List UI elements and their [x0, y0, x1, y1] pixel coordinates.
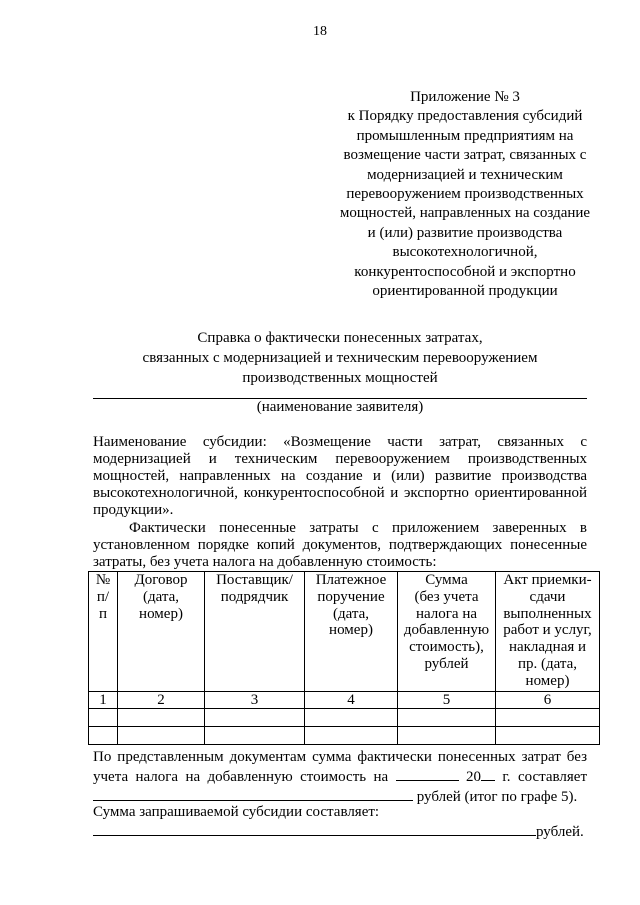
header-cell-contract: Договор (дата, номер): [118, 572, 205, 692]
table-cell[interactable]: [89, 709, 118, 727]
table-row: [89, 727, 600, 745]
header-cell-payment-order: Платежное поручение (дата, номер): [305, 572, 398, 692]
table-row: [89, 709, 600, 727]
reference-title-line: производственных мощностей: [242, 370, 438, 386]
header-cell-number: № п/ п: [89, 572, 118, 692]
subsidy-name-paragraph: Наименование субсидии: «Возмещение части затрат, связанных с модернизацией и техническим перевооружением производственных мощностей, направленных на создание и (или) развитие производства высокотехнологичной, конкурентоспособной и экспортно ориентированной продукции».: [93, 434, 587, 518]
appendix-line: возмещение части затрат, связанных с: [343, 147, 587, 164]
column-number-cell: 6: [496, 692, 600, 709]
column-number-cell: 2: [118, 692, 205, 709]
column-number-row: [89, 692, 600, 709]
appendix-line: к Порядку предоставления субсидий: [347, 108, 583, 125]
table-cell[interactable]: [398, 727, 496, 745]
expenses-paragraph: Фактически понесенные затраты с приложением заверенных в установленном порядке копий документов, подтверждающих понесенные затраты, без учета налога на добавленную стоимость:: [93, 520, 587, 570]
request-line-1: Сумма запрашиваемой субсидии составляет:: [93, 804, 380, 820]
request-line-2: рублей.: [93, 822, 587, 842]
header-cell-amount: Сумма (без учета налога на добавленную стоимость), рублей: [398, 572, 496, 692]
header-cell-act: Акт приемки- сдачи выполненных работ и услуг, накладная и пр. (дата, номер): [496, 572, 600, 692]
appendix-block: [330, 88, 600, 301]
table-cell[interactable]: [205, 709, 305, 727]
table-cell[interactable]: [305, 727, 398, 745]
reference-title: [93, 328, 587, 388]
table-cell[interactable]: [118, 709, 205, 727]
appendix-line: мощностей, направленных на создание: [339, 205, 591, 222]
table-cell[interactable]: [398, 709, 496, 727]
column-number-cell: 5: [398, 692, 496, 709]
table-cell[interactable]: [305, 709, 398, 727]
reference-title-line: связанных с модернизацией и техническим перевооружением: [142, 350, 538, 366]
appendix-line: модернизацией и техническим: [367, 166, 563, 183]
costs-table: [88, 571, 600, 745]
appendix-line: высокотехнологичной,: [392, 244, 538, 261]
request-paragraph: [93, 803, 587, 842]
applicant-caption: (наименование заявителя): [256, 399, 424, 415]
page-number: 18: [313, 24, 327, 39]
table-header-row: [89, 572, 600, 692]
total-line-1: По представленным документам сумма фактически понесенных затрат без: [93, 749, 587, 765]
appendix-line: ориентированной продукции: [372, 283, 558, 300]
year-blank[interactable]: [481, 767, 495, 781]
date-blank[interactable]: [396, 767, 459, 781]
column-number-cell: 1: [89, 692, 118, 709]
table-cell[interactable]: [89, 727, 118, 745]
total-line-3: рублей (итог по графе 5).: [93, 787, 587, 807]
table-cell[interactable]: [496, 709, 600, 727]
table-cell[interactable]: [118, 727, 205, 745]
column-number-cell: 3: [205, 692, 305, 709]
column-number-cell: 4: [305, 692, 398, 709]
requested-amount-blank[interactable]: [93, 822, 536, 836]
total-line-2: учета налога на добавленную стоимость на 20 г. составляет: [93, 769, 588, 785]
appendix-line: и (или) развитие производства: [367, 224, 563, 241]
appendix-title: Приложение № 3: [410, 89, 520, 105]
appendix-line: конкурентоспособной и экспортно: [354, 263, 576, 280]
appendix-line: промышленным предприятиям на: [356, 127, 574, 144]
total-paragraph: [93, 748, 587, 807]
table-cell[interactable]: [496, 727, 600, 745]
table-cell[interactable]: [205, 727, 305, 745]
header-cell-supplier: Поставщик/ подрядчик: [205, 572, 305, 692]
appendix-line: перевооружением производственных: [346, 186, 584, 203]
total-amount-blank[interactable]: [93, 787, 413, 801]
reference-title-line: Справка о фактически понесенных затратах,: [197, 330, 483, 346]
